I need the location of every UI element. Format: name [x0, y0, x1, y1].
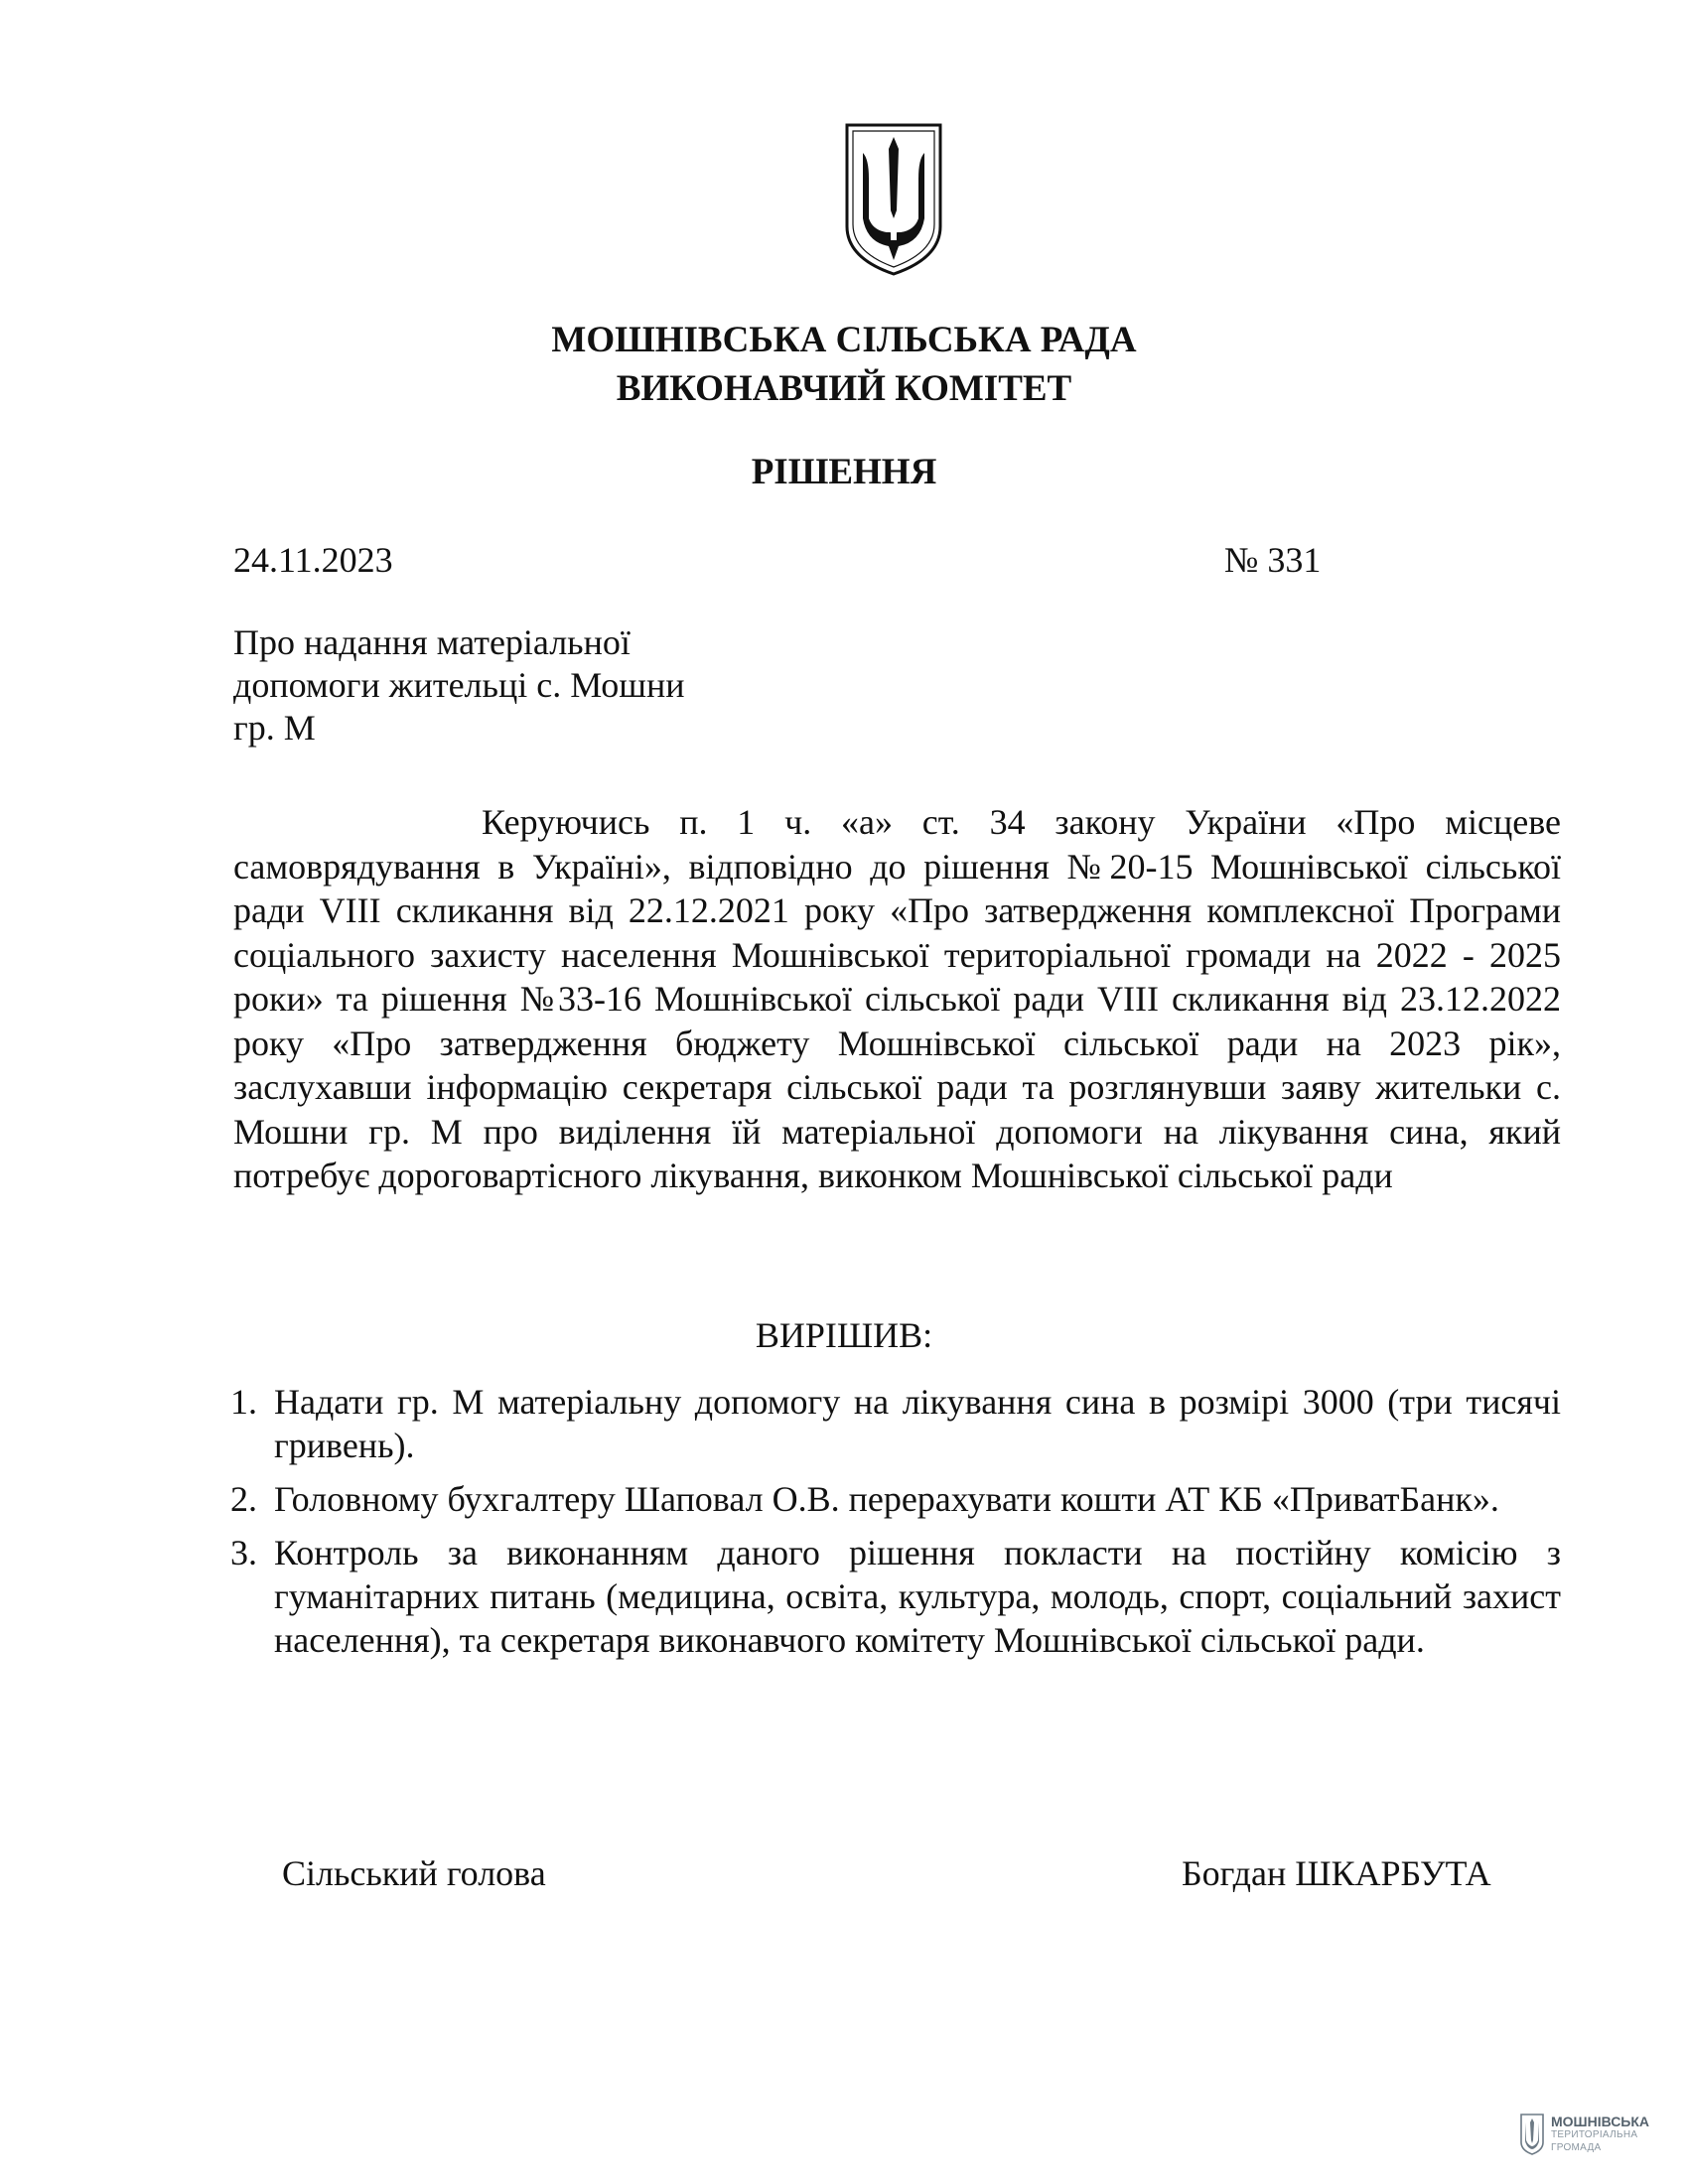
- trident-icon: [1519, 2113, 1545, 2156]
- preamble-paragraph: Керуючись п. 1 ч. «а» ст. 34 закону України «Про місцеве самоврядування в Україні», відповідно до рішення №20-15 Мошнівської сільської ради VIII скликання від 22.12.2021 року «Про затвердження комплексної Програми соціального захисту населення Мошнівської територіальної громади на 2022 - 2025 роки» та рішення №33-16 Мошнівської сільської ради VIII скликання від 23.12.2022 року «Про затвердження бюджету Мошнівської сільської ради на 2023 рік», заслухавши інформацію секретаря сільської ради та розглянувши заяву жительки с. Мошни гр. М про виділення їй матеріальної допомоги на лікування сина, який потребує дороговартісного лікування, виконком Мошнівської сільської ради: [233, 802, 1561, 1195]
- coat-of-arms-icon: [839, 119, 948, 278]
- document-header: [0, 316, 1688, 413]
- decision-subject: [233, 621, 685, 750]
- signature-title: Сільський голова: [282, 1853, 546, 1893]
- watermark-line: МОШНІВСЬКА: [1551, 2113, 1650, 2129]
- committee-name: ВИКОНАВЧИЙ КОМІТЕТ: [616, 368, 1072, 409]
- document-type-title: РІШЕННЯ: [751, 452, 937, 492]
- watermark-line: ТЕРИТОРІАЛЬНА: [1551, 2128, 1638, 2140]
- item-number: 2.: [230, 1479, 257, 1519]
- item-text: Контроль за виконанням даного рішення покласти на постійну комісію з гуманітарних питань (медицина, освіта, культура, молодь, спорт, соціальний захист населення), та секретаря виконавчого комітету Мошнівської сільської ради.: [274, 1533, 1561, 1660]
- list-item: [230, 1531, 1561, 1662]
- community-watermark: [1519, 2113, 1649, 2156]
- resolved-heading: ВИРІШИВ:: [755, 1315, 933, 1355]
- item-number: 1.: [230, 1382, 257, 1422]
- item-number: 3.: [230, 1533, 257, 1572]
- subject-line: допомоги жительці с. Мошни: [233, 665, 685, 705]
- decision-date: 24.11.2023: [233, 540, 393, 580]
- decision-number: № 331: [1224, 540, 1322, 580]
- item-text: Надати гр. М матеріальну допомогу на лікування сина в розмірі 3000 (три тисячі гривень).: [274, 1382, 1561, 1465]
- organization-name: МОШНІВСЬКА СІЛЬСЬКА РАДА: [551, 320, 1137, 360]
- signature-name: Богдан ШКАРБУТА: [1182, 1853, 1491, 1893]
- list-item: [230, 1477, 1561, 1521]
- item-text: Головному бухгалтеру Шаповал О.В. перерахувати кошти АТ КБ «ПриватБанк».: [274, 1479, 1499, 1519]
- resolution-items-list: [230, 1380, 1561, 1672]
- list-item: [230, 1380, 1561, 1467]
- subject-line: гр. М: [233, 708, 316, 748]
- subject-line: Про надання матеріальної: [233, 622, 631, 662]
- watermark-line: ГРОМАДА: [1551, 2141, 1602, 2153]
